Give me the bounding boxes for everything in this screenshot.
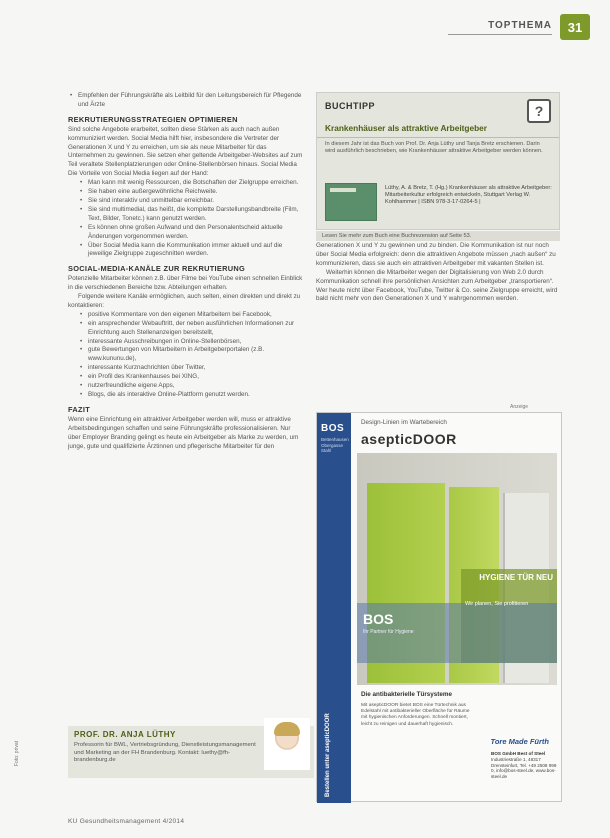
ad-sidebar xyxy=(317,413,351,803)
list-item: • Sie sind interaktiv und unmittelbar erreichbar. xyxy=(80,197,304,206)
book-tip-subtitle: Krankenhäuser als attraktive Arbeitgeber xyxy=(325,123,488,133)
book-tip-footnote: Lesen Sie mehr zum Buch eine Buchrezension auf Seite 53. xyxy=(316,231,560,241)
list-item: • nutzerfreundliche eigene Apps, xyxy=(80,382,304,391)
ad-green-text: Wir planen, Sie profitieren xyxy=(465,601,529,607)
list-item: • ein Profil des Krankenhauses bei XING, xyxy=(80,373,304,382)
list-item: • Sie sind multimedial, das heißt, die komplette Darstellungsbandbreite (Film, Text, Bilder, Tonetc.) kann genutzt werden. xyxy=(80,206,304,224)
list-item: • Blogs, die als interaktive Online-Plattform genutzt werden. xyxy=(80,391,304,400)
question-mark-icon: ? xyxy=(527,99,551,123)
list-item: • interessante Kurznachrichten über Twitter, xyxy=(80,364,304,373)
page-footer: KU Gesundheitsmanagement 4/2014 xyxy=(68,818,185,825)
paragraph: Folgende weitere Kanäle ermöglichen, auch selten, einen direkten und direkt zu kontaktieren: xyxy=(68,293,301,309)
photo-credit: Foto: privat xyxy=(14,740,20,766)
paragraph: Weiterhin können die Mitarbeiter wegen der Digitalisierung von Web 2.0 durch Kommunikation schnell ihre persönlichen Ansichten zum Arbeitgeber „transportieren“. Wer heute nicht über Facebook, YouTube, Twitter & Co. seine Zielgruppe erreicht, wird bald nicht mehr von den Generationen X und Y wahrgenommen werden. xyxy=(316,268,558,303)
author-portrait xyxy=(264,718,310,770)
intro-bullet: • Empfehlen der Führungskräfte als Leitbild für den Leitungsbereich für Pflegende und Ärzte xyxy=(68,92,304,110)
paragraph: Potenzielle Mitarbeiter können z.B. über Filme bei YouTube einen schnellen Einblick in die verschiedenen Bereiche bzw. Abteilungen erhalten. xyxy=(68,275,303,292)
advantages-list xyxy=(68,179,304,259)
ad-slogan: Tore Made Fürth xyxy=(490,737,549,746)
header-rule xyxy=(448,34,552,35)
ad-contact-details: Industriestraße 1, 48317 Drensteinfurt, Tel. +49 2508 999 0, info@bos-steel.de, www.bos-steel.de xyxy=(491,756,557,780)
ad-contact xyxy=(491,751,561,780)
ad-info-title: Die antibakterielle Türsysteme xyxy=(361,691,452,698)
heading-social-media: SOCIAL-MEDIA-KANÄLE ZUR REKRUTIERUNG xyxy=(68,264,246,274)
book-reference: Lüthy, A. & Bretz, T. (Hg.) Krankenhäuser als attraktive Arbeitgeber: Mitarbeiterkultur erfolgreich entwickeln, Stuttgart Verlag W. Kohlhammer | ISBN 978-3-17-0264-5 | xyxy=(385,185,552,206)
list-item: • Über Social Media kann die Kommunikation immer aktuell und auf die jeweilige Zielgruppe zugeschnitten werden. xyxy=(80,242,304,260)
ad-info-text: Mit asepticDOOR bietet BOS eine Türtechnik aus Edelstahl mit antibakterieller Oberfläche für Räume mit hygienischen Anforderungen. Schnell montiert, leicht zu reinigen und dauerhaft hygienisch. xyxy=(361,703,470,727)
list-item: • Es können ohne großen Aufwand und den Personalentscheid aktuelle Änderungen vorgenommen werden. xyxy=(80,224,304,242)
author-bio: Professorin für BWL, Vertriebsgründung, Dienstleistungsmanagement und Marketing an der FH Brandenburg. Kontakt: luethy@fh-brandenburg.de xyxy=(74,742,256,764)
paragraph: Sind solche Angebote erarbeitet, sollten diese Stärken als auch nach außen kommuniziert werden. Social Media hilft hier, insbesondere die Vertreter der Generationen X und Y zu erreichen, um sie als neue Mitarbeiter für das Unternehmen zu gewinnen. Sie setzen eher geltende Arbeitgeber-Websites auf zum Teil veraltete Stellenplatzierungen oder Online-Stellenbörsen hinaus. Social Media Die Vorteile von Social Media liegen auf der Hand: xyxy=(68,125,303,178)
ad-product-photo xyxy=(357,453,557,685)
bos-logo: BOS xyxy=(321,423,345,434)
hygiene-badge: HYGIENE TÜR NEU xyxy=(479,573,553,582)
list-item: • interessante Ausschreibungen in Online-Stellenbörsen, xyxy=(80,338,304,347)
left-column xyxy=(68,92,304,451)
heading-fazit: FAZIT xyxy=(68,404,91,414)
bos-logo-subtitle: Bettenhausen Obergasse Stahl xyxy=(321,437,349,453)
author-name: PROF. DR. ANJA LÜTHY xyxy=(74,730,176,739)
author-box xyxy=(68,726,314,778)
list-item: • positive Kommentare von den eigenen Mitarbeitern bei Facebook, xyxy=(80,311,304,320)
list-item: • ein ansprechender Webauftritt, der neben ausführlichen Informationen zur Einrichtung auch Stellenanzeigen bereitstellt, xyxy=(80,320,304,338)
channels-list xyxy=(68,311,304,400)
bos-logo-large-subtitle: Ihr Partner für Hygiene xyxy=(363,629,414,635)
paragraph: Generationen X und Y zu gewinnen und zu binden. Die Kommunikation ist nur noch über Social Media erfolgreich: denn die attraktiven Angebote müssen „nach außen“ zu kommunizieren, dass sie auch ein attraktiven Arbeitgeber mit vakanten Stellen ist. xyxy=(316,242,556,267)
bos-logo-large: BOS xyxy=(363,611,394,627)
ad-tagline: Design-Linien im Wartebereich xyxy=(361,419,447,426)
book-tip-title: BUCHTIPP xyxy=(325,101,376,111)
book-cover-image xyxy=(325,183,377,221)
right-column xyxy=(316,242,560,304)
section-label: TOPTHEMA xyxy=(488,20,552,31)
ad-brand-name: asepticDOOR xyxy=(361,431,457,447)
ad-label: Anzeige xyxy=(510,404,529,410)
ad-contact-title: BOS GmbH Best of Steel xyxy=(491,751,546,756)
book-tip-intro: In diesem Jahr ist das Buch von Prof. Dr. Anja Lüthy und Tanja Bretz erschienen. Darin wird ausführlich beschrieben, wie Krankenhäuser attraktive Arbeitgeber werden können. xyxy=(325,141,543,155)
heading-rekrutierung: REKRUTIERUNGSSTRATEGIEN OPTIMIEREN xyxy=(68,114,238,124)
divider xyxy=(317,137,559,138)
book-tip-box xyxy=(316,92,560,230)
paragraph: Wenn eine Einrichtung ein attraktiver Arbeitgeber werden will, muss er attraktive Arbeitsbedingungen schaffen und seine Führungskräfte professionalisieren. Nur über Employer Branding gelingt es heute ein Arbeitgeber als Marke zu werden, um junge, gute und qualifizierte Ärztinnen und pflegerische Mitarbeiter für den xyxy=(68,415,299,450)
ad-vertical-text: Bestellen unter asepticDOOR xyxy=(325,713,331,797)
list-item: • Sie haben eine außergewöhnliche Reichweite. xyxy=(80,188,304,197)
page-number-badge: 31 xyxy=(560,14,590,40)
list-item: • Man kann mit wenig Ressourcen, die Botschaften der Zielgruppe erreichen. xyxy=(80,179,304,188)
advertisement xyxy=(316,412,562,802)
list-item: • gute Bewertungen von Mitarbeitern in Arbeitgeberportalen (z.B. www.kununu.de), xyxy=(80,346,304,364)
